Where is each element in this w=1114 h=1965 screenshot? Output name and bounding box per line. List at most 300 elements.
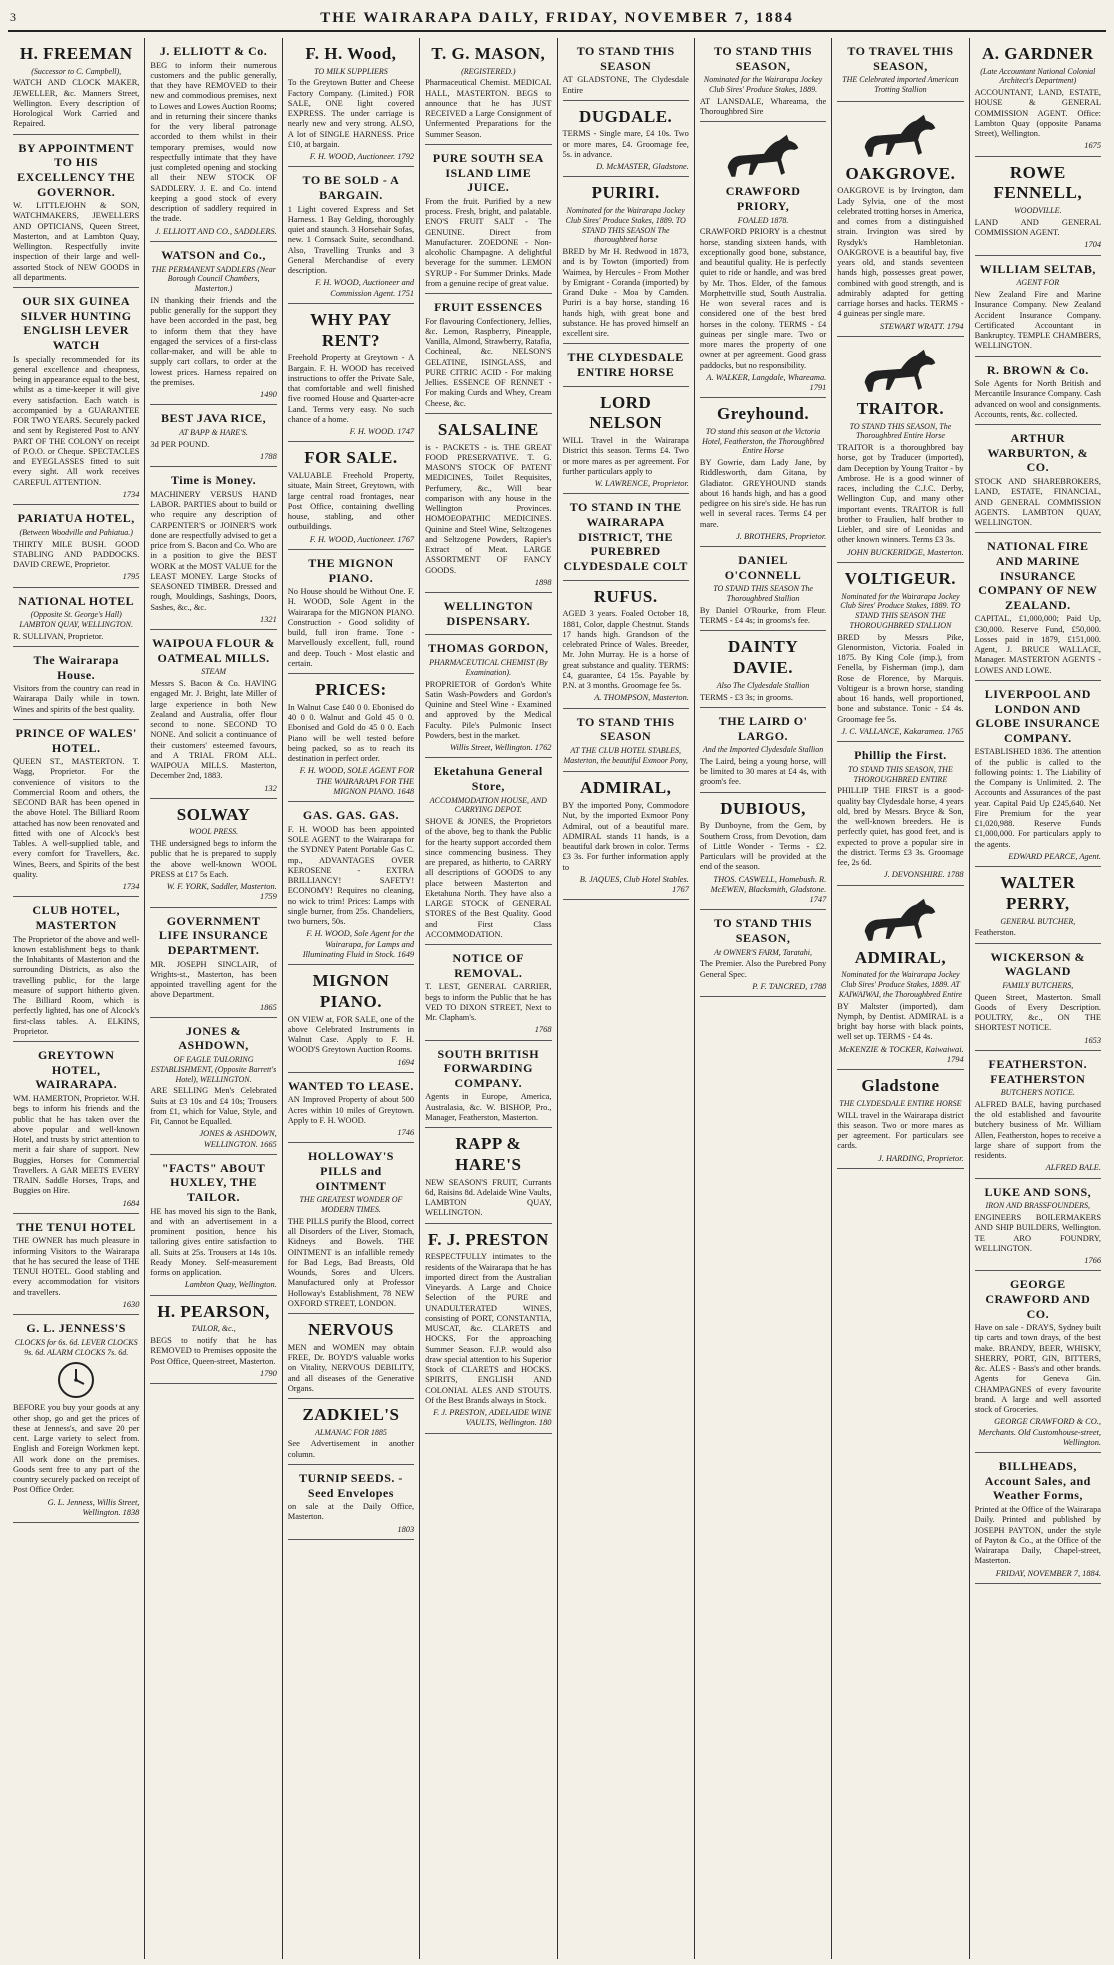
ad-heading: SALSALINE — [437, 419, 539, 439]
ad-heading: Greyhound. — [717, 404, 810, 424]
ad-body: WILL travel in the Wairarapa district this season. Two or more mares as per agreement. For particulars see cards. — [837, 1110, 964, 1151]
ad-signature: A. WALKER, Langdale, Whareama. 1791 — [706, 372, 827, 392]
ad-body: AN Improved Property of about 500 Acres within 10 miles of Greytown. Apply to F. H. WOOD. — [287, 1095, 415, 1125]
ad-body: T. LEST, GENERAL CARRIER, begs to inform the Public that he has VED TO DIXON STREET, Next to Mr. Clapham's. — [425, 982, 552, 1023]
ad-body: TRAITOR is a thoroughbred bay horse, got by Traducer (imported), dam Deception by Young Traitor - by Ambrose. He is a good winner of races, including the C.J.C. Derby, Wellington Cup, and many other important events. TRAITOR is full brother to Fraulien, half brother to Liebler, and sire of Leonidas and other known winners. Terms £3 3s. — [837, 443, 964, 545]
advertisement — [975, 1455, 1101, 1584]
ad-subheading: PHARMACEUTICAL CHEMIST (By Examination). — [429, 658, 548, 677]
ad-subheading: Nominated for the Wairarapa Jockey Club Sires' Produce Stakes, 1889. TO STAND THIS SEASON THE THOROUGHBRED STALLION — [840, 591, 961, 630]
ad-signature: J. ELLIOTT AND CO., SADDLERS. — [155, 226, 277, 236]
ad-heading: TURNIP SEEDS. - Seed Envelopes — [299, 1470, 403, 1500]
ad-body: LAND AND GENERAL COMMISSION AGENT. — [974, 217, 1101, 238]
advertisement — [288, 1467, 414, 1540]
ad-body: By Daniel O'Rourke, from Fleur. TERMS - £4 4s; in grooms's fee. — [699, 605, 827, 626]
advertisement — [975, 946, 1101, 1051]
ad-heading: BILLHEADS, Account Sales, and Weather Forms, — [984, 1459, 1091, 1503]
advertisement — [563, 496, 689, 580]
newspaper-columns — [8, 38, 1106, 1959]
ad-signature: B. JAQUES, Club Hotel Stables. 1767 — [579, 874, 689, 895]
ad-signature: 1746 — [397, 1128, 415, 1138]
ad-body: The Laird, being a young horse, will be limited to 30 mares at £4 4s, with groom's fee. — [699, 756, 827, 787]
ad-subheading: OF EAGLE TAILORING ESTABLISHMENT, (Opposite Barrett's Hotel), WELLINGTON. — [150, 1055, 277, 1084]
ad-body: BEG to inform their numerous customers and the public generally, that they have REMOVED to their new and commodious premises, next to Lowes and Lowes Auction Rooms; and in returning their sincere thanks for the very liberal patronage accorded to them whilst in their temporary premises, would now respectfully intimate that they have just completed opening and stocking all their NEW STOCK OF SADDLERY. J. E. and Co. intend keeping a good stock of every description of saddlery required in the trade. — [150, 60, 277, 224]
ad-subheading: STEAM — [201, 667, 226, 677]
ad-body: Freehold Property at Greytown - A Bargain. F. H. WOOD has received instructions to offer the Private Sale, that comfortable and well finished five roomed House and Quarter-acre Land. Terms very easy. No such chance of a home. — [287, 353, 415, 424]
advertisement — [563, 40, 689, 101]
ad-heading: NATIONAL FIRE AND MARINE INSURANCE COMPANY OF NEW ZEALAND. — [978, 539, 1098, 612]
ad-subheading: At OWNER'S FARM, Taratahi, — [714, 947, 813, 957]
advertisement — [13, 507, 139, 587]
ad-heading: LUKE AND SONS, — [984, 1184, 1092, 1199]
ad-body: SHOVE & JONES, the Proprietors of the above, beg to thank the Public for the hearty support accorded them since commencing business. They are prepared, as hitherto, to CARRY all descriptions of GOODS to any place between Masterton and Eketahuna North. They have also a LARGE STOCK of GENERAL STORES of the Best Quality. Good and First Class ACCOMMODATION. — [425, 817, 552, 939]
ad-subheading: And the Imported Clydesdale Stallion — [702, 745, 824, 755]
ad-body: RESPECTFULLY intimates to the residents of the Wairarapa that he has imported direct from the Australian Vineyards. A Large and Choice Selection of the PURE and UNADULTERATED WINES, consisting of PORT, CONSTANTIA, MUSCAT, &c. CLARETS and HOCKS, For the approaching Summer Season. F.J.P. would also draw special attention to his Superior Stock of CLARETS and HOCKS. SPIRITS, ENGLISH AND COLONIAL ALES AND STOUTS. Of the Best Brands always in Stock. — [425, 1252, 552, 1405]
ad-signature: J. HARDING, Proprietor. — [878, 1153, 964, 1163]
ad-signature: 1795 — [122, 572, 140, 582]
ad-heading: ADMIRAL, — [580, 778, 672, 798]
ad-heading: TRAITOR. — [856, 398, 945, 418]
ad-body: HE has moved his sign to the Bank, and with an advertisement in a prominent position, hence his tailoring gives entire satisfaction to all. Suits at 25s. Trousers at 14s 10s. Ready Money. Self-measurement forms on application. — [150, 1206, 277, 1278]
ad-signature: W. F. YORK, Saddler, Masterton. 1759 — [166, 882, 277, 902]
ad-heading: NATIONAL HOTEL — [18, 593, 135, 608]
ad-heading: DANIEL O'CONNELL — [724, 553, 802, 582]
advertisement — [288, 676, 414, 802]
ad-subheading: AT THE CLUB HOTEL STABLES, Masterton, the beautiful Exmoor Pony, — [563, 745, 688, 765]
ad-body: Printed at the Office of the Wairarapa Daily. Printed and published by JOSEPH PAYTON, under the style of Payton & Co., at the Office of the Wairarapa Daily, Chapel-street, Masterton. — [974, 1505, 1101, 1566]
ad-subheading: ALMANAC FOR 1885 — [314, 1427, 387, 1437]
ad-signature: J. C. VALLANCE, Kakaramea. 1765 — [841, 726, 964, 736]
ad-heading: WATSON and Co., — [161, 247, 266, 262]
ad-body: To the Greytown Butter and Cheese Factory Company. (Limited.) FOR SALE, ONE light covered EXPRESS. The under carriage is nearly new and very strong. ALSO, A lot of SINGLE HARNESS. Price £10, at bargain. — [287, 78, 415, 149]
advertisement — [288, 1145, 414, 1314]
ad-body: WATCH AND CLOCK MAKER, JEWELLER, &c. Manners Street, Wellington. Every description of Horological Work Carried and Repaired. — [13, 78, 140, 129]
ad-heading: DUGDALE. — [579, 106, 673, 126]
ad-body: F. H. WOOD has been appointed SOLE AGENT to the Wairarapa for the SYDNEY Patent Portable Gas C. mp., ADVANTAGES OVER KEROSENE - EXTRA BRILLIANCY! SAFETY! ECONOMY! Requires no cleaning, no wick to trim! Prices: Lamps with single burner, from 25s. Chandeliers, two burners, 50s. — [287, 824, 415, 927]
advertisement — [563, 583, 689, 709]
advertisement — [425, 1226, 551, 1434]
advertisement — [150, 407, 276, 467]
ad-heading: TO TRAVEL THIS SEASON, — [847, 44, 954, 73]
advertisement — [13, 649, 139, 720]
advertisement — [13, 722, 139, 898]
ad-heading: FOR SALE. — [304, 448, 398, 468]
horse-icon — [857, 344, 943, 396]
ad-signature: 1766 — [1084, 1256, 1101, 1266]
ad-heading: Gladstone — [861, 1076, 940, 1096]
advertisement — [150, 40, 276, 242]
ad-body: OAKGROVE is by Irvington, dam Lady Sylvia, one of the most celebrated trotting horses in America, and comes from a distinguished strain. Irvington was sired by Rysdyk's Hambletonian. OAKGROVE is a beautiful bay, five years old, and stands seventeen hands high, possesses great power, combined with good strength, and is admirably adapted for getting carriage horses and hacks. TERMS - 4 guineas per single mare. — [837, 186, 964, 319]
advertisement — [837, 104, 963, 337]
ad-body: on sale at the Daily Office, Masterton. — [287, 1502, 415, 1522]
advertisement — [975, 159, 1101, 256]
ad-subheading: (Successor to C. Campbell), — [31, 66, 122, 76]
advertisement — [425, 947, 551, 1041]
advertisement — [288, 444, 414, 549]
ad-subheading: (Opposite St. George's Hall) LAMBTON QUAY, WELLINGTON. — [19, 610, 134, 629]
ad-body: BY Gowrie, dam Lady Jane, by Riddlesworth, dam Gitana, by Gladiator. GREYHOUND stands about 16 hands high, and has a good pedigree on his sire's side. He has run well in several races. Terms £4 per mare. — [699, 458, 827, 529]
horse-icon — [857, 893, 943, 945]
advertisement — [13, 40, 139, 135]
ad-heading: H. FREEMAN — [19, 44, 133, 63]
ad-body: THIRTY MILE BUSH. GOOD STABLING AND PADDOCKS. DAVID CREWE, Proprietor. — [13, 539, 140, 570]
ad-heading: ZADKIEL'S — [302, 1405, 400, 1424]
advertisement — [837, 1072, 963, 1169]
ad-signature: 1630 — [122, 1299, 140, 1309]
advertisement — [150, 910, 276, 1018]
ad-body: BY the imported Pony, Commodore Nut, by the imported Exmoor Pony Admiral, out of a beautiful mare. ADMIRAL stands 11 hands, is a beautiful dark brown in color. Terms £3 3s. For further information apply to — [562, 801, 689, 872]
advertisement — [700, 40, 826, 122]
ad-body: MACHINERY VERSUS HAND LABOR. PARTIES about to build or who require any description of CARPENTER'S or JOINER'S work done are respectfully advised to get a price from S. Bacon and Co. Who are in a position to give the BEST WORK at the MOST VALUE for the LEAST MONEY. Large Stocks of SEASONED TIMBER. Dressed and rough, Mouldings, Sashings, Doors, Sashes, &c., &c. — [150, 489, 277, 612]
advertisement — [150, 632, 276, 799]
ad-heading: RAPP & HARE'S — [455, 1134, 522, 1174]
advertisement — [13, 1044, 139, 1214]
ad-body: R. SULLIVAN, Proprietor. — [13, 631, 104, 641]
ad-heading: A. GARDNER — [981, 44, 1094, 63]
advertisement — [13, 137, 139, 289]
ad-signature: A. THOMPSON, Masterton. — [594, 693, 689, 703]
ad-body: VALUABLE Freehold Property, situate, Main Street, Greytown, with large central road frontages, near Post Office, containing dwelling house, stabling, and other outbuildings. — [287, 471, 415, 532]
ad-heading: GOVERNMENT LIFE INSURANCE DEPARTMENT. — [158, 913, 269, 957]
ad-signature: 1768 — [534, 1025, 552, 1035]
advertisement — [700, 549, 826, 631]
advertisement — [288, 1075, 414, 1144]
ad-subheading: THE CLYDESDALE ENTIRE HORSE — [839, 1098, 962, 1108]
column-1 — [8, 38, 145, 1959]
ad-body: New Zealand Fire and Marine Insurance Company. New Zealand Accident Insurance Company. Certificated Accountant in Bankruptcy. TEMPLE CHAMBERS, WELLINGTON. — [974, 290, 1101, 351]
ad-body: Queen Street, Masterton. Small Goods of Every Description. POULTRY, &c., ON THE SHORTEST NOTICE. — [974, 992, 1101, 1033]
ad-heading: TO STAND IN THE WAIRARAPA DISTRICT, THE PUREBRED CLYDESDALE COLT — [563, 500, 688, 573]
ad-signature: 1803 — [397, 1524, 415, 1534]
ad-body: See Advertisement in another column. — [287, 1439, 415, 1459]
ad-subheading: Nominated for the Wairarapa Jockey Club Sires' Produce Stakes, 1889. — [703, 75, 823, 94]
ad-signature: FRIDAY, NOVEMBER 7, 1884. — [995, 1568, 1101, 1578]
ad-heading: DUBIOUS, — [720, 798, 806, 818]
ad-signature: F. H. WOOD, Auctioneer and Commission Agent. 1751 — [315, 278, 415, 298]
advertisement — [150, 801, 276, 908]
ad-heading: JONES & ASHDOWN, — [178, 1023, 249, 1053]
ad-heading: F. H. Wood, — [305, 44, 397, 63]
ad-subheading: AGENT FOR — [1016, 278, 1060, 288]
ad-heading: NOTICE OF REMOVAL. — [452, 951, 525, 980]
ad-body: AT LANSDALE, Whareama, the Thoroughbred Sire — [699, 96, 827, 116]
advertisement — [425, 1043, 551, 1129]
ad-body: QUEEN ST., MASTERTON. T. Wagg, Proprietor. For the convenience of visitors to the Commercial Room and others, the SECOND BAR has been opened in the above Hotel. The Billiard Room attached has now been renovated and fitted with one of Alcock's best Tables. A well-supplied table, and every comfort for Travellers, &c. Wines, Beers, and Spirits of the best quality. — [13, 757, 140, 879]
ad-subheading: TAILOR, &c., — [191, 1324, 236, 1334]
ad-heading: WILLIAM SELTAB, — [979, 261, 1096, 276]
ad-heading: WICKERSON & WAGLAND — [990, 949, 1086, 979]
ad-body: ESTABLISHED 1836. The attention of the public is called to the following points: 1. The Liability of the Company is Unlimited. 2. The Accounts and Assurances of the past year. Capital Paid Up £245,640. Net Fire Premium for the year £1,020,988. Reserve Funds £1,000,000. For particulars apply to the agents. — [974, 747, 1101, 849]
ad-body: MEN and WOMEN may obtain FREE, Dr. BOYD'S valuable works on Vitality, NERVOUS DEBILITY, and all diseases of the Generative Organs. — [287, 1342, 415, 1393]
advertisement — [425, 595, 551, 635]
advertisement — [288, 552, 414, 674]
advertisement — [425, 40, 551, 145]
ad-heading: LIVERPOOL AND LONDON AND GLOBE INSURANCE COMPANY. — [975, 686, 1101, 745]
ad-subheading: GENERAL BUTCHER, — [1000, 916, 1076, 926]
advertisement — [975, 683, 1101, 867]
ad-subheading: TO STAND THIS SEASON, THE THOROUGHBRED ENTIRE — [848, 764, 953, 784]
ad-body: The Proprietor of the above and well-known establishment begs to thank the Inhabitants of Masterton and the surrounding Districts, as also the travelling public, for the large measure of support hitherto given. The Billiard Room, which is perfectly lighted, has one of Alcock's first-class tables. A. ELKINS, Proprietor. — [13, 934, 140, 1036]
ad-heading: GEORGE CRAWFORD AND CO. — [985, 1277, 1091, 1321]
ad-body: AT GLADSTONE, The Clydesdale Entire — [562, 75, 689, 95]
column-5 — [558, 38, 695, 1959]
ad-heading: THE MIGNON PIANO. — [308, 555, 394, 585]
ad-subheading: Nominated for the Wairarapa Jockey Club Sires' Produce Stakes, 1889. AT KAIWAIWAI, the Thoroughbred Entire — [838, 970, 963, 999]
clock-icon — [56, 1360, 96, 1400]
advertisement — [975, 258, 1101, 357]
ad-body: BRED by Messrs Pike, Glenormiston, Victoria. Foaled in 1875. By King Cole (imp.), from Fenella, by Fisherman (imp.), dam Rose de Florence, by Marquis. Voltigeur is a brown horse, standing about 16 hands, well proportioned, bone and substance. Tonic - £4 4s. Groomage fee 5s. — [837, 632, 964, 724]
ad-signature: 1734 — [122, 882, 140, 892]
ad-heading: THE LAIRD O' LARGO. — [718, 713, 808, 743]
ad-heading: TO STAND THIS SEASON — [576, 44, 675, 73]
ad-body: Visitors from the country can read in Wairarapa Daily while in town. Wines and spirits of the best quality. — [13, 684, 140, 714]
ad-signature: F. J. PRESTON, ADELAIDE WINE VAULTS, Wellington. 180 — [433, 1408, 552, 1428]
advertisement — [700, 710, 826, 793]
advertisement — [975, 1273, 1101, 1453]
ad-subheading: BUTCHER'S NOTICE. — [1000, 1088, 1075, 1098]
ad-heading: HOLLOWAY'S PILLS and OINTMENT — [307, 1149, 394, 1193]
ad-body: is - PACKETS - is. THE GREAT FOOD PRESERVATIVE. T. G. MASON'S STOCK OF PATENT MEDICINES, Toilet Requisites, Perfumery, &c., Will bear comparison with any house in the Wellington Provinces. HOMOEOPATHIC MEDICINES. Quinine and Steel Wine, Seltzogenes and Seltzogene Powders, Rapier's Extract of Meat. LARGE ASSORTMENT OF FANCY GOODS. — [425, 442, 552, 575]
ad-body: ALFRED BALE, having purchased the old established and favourite butchery business of Mr. William Allen, Featherston, hopes to receive a large share of support from the residents. — [974, 1099, 1101, 1161]
advertisement — [288, 40, 414, 167]
ad-subheading: (Between Woodville and Pahiatua.) — [19, 527, 133, 537]
ad-body: STOCK AND SHAREBROKERS, LAND, ESTATE, FINANCIAL, AND GENERAL COMMISSION AGENTS. LAMBTON QUAY, WELLINGTON. — [974, 477, 1101, 528]
ad-subheading: THE PERMANENT SADDLERS (Near Borough Council Chambers, Masterton.) — [151, 264, 276, 293]
masthead — [8, 6, 1106, 32]
ad-heading: DAINTY DAVIE. — [728, 637, 799, 678]
advertisement — [975, 427, 1101, 533]
ad-body: In Walnut Case £40 0 0. Ebonised do 40 0 0. Walnut and Gold 45 0 0. Ebonised and Gold do 45 0 0. Each Piano will be well tested before being packed, so as to reach its destination in perfect order. — [287, 702, 415, 764]
column-6 — [695, 38, 832, 1959]
ad-signature: ALFRED BALE. — [1045, 1163, 1101, 1173]
ad-body: W. LITTLEJOHN & SON, WATCHMAKERS, JEWELLERS AND OPTICIANS, Queen Street, Masterton, and at Lambton Quay, Wellington. Respectfully invite inspection of their large and well-assorted Stock of NEW GOODS in all departments. — [13, 201, 140, 282]
advertisement — [563, 346, 689, 386]
advertisement — [425, 760, 551, 945]
ad-heading: VOLTIGEUR. — [844, 568, 957, 588]
ad-body: TERMS - Single mare, £4 10s. Two or more mares, £4. Groomage fee, 5s. in advance. — [562, 129, 689, 159]
ad-heading: GAS. GAS. GAS. — [302, 808, 399, 823]
ad-signature: STEWART WRATT. 1794 — [879, 321, 964, 331]
advertisement — [425, 416, 551, 593]
ad-subheading: TO STAND THIS SEASON The Thoroughbred Stallion — [713, 584, 813, 604]
ad-heading: Time is Money. — [171, 473, 257, 488]
ad-heading: CRAWFORD PRIORY, — [725, 184, 801, 213]
ad-signature: McKENZIE & TOCKER, Kaiwaiwai. 1794 — [838, 1044, 964, 1064]
ad-subheading: WOODVILLE. — [1014, 206, 1062, 216]
ad-signature: 1790 — [260, 1368, 277, 1378]
ad-body: BEGS to notify that he has REMOVED to Premises opposite the Post Office, Queen-street, Masterton. — [150, 1336, 277, 1366]
ad-body: THE undersigned begs to inform the public that he is prepared to supply the above well-known WOOL PRESS at £17 5s Each. — [150, 839, 277, 879]
ad-signature: G. L. Jenness, Willis Street, Wellington. 1838 — [47, 1497, 140, 1517]
ad-heading: GREYTOWN HOTEL, WAIRARAPA. — [35, 1048, 118, 1092]
advertisement — [837, 744, 963, 885]
advertisement — [837, 888, 963, 1070]
ad-body: PROPRIETOR of Gordon's White Satin Wash-Powders and Gordon's Quinine and Steel Wine - Examined and approved by the Medical Faculty. Pile's Pulmonic Insect Powders, best in the market. — [425, 679, 552, 740]
advertisement — [837, 339, 963, 563]
ad-heading: FEATHERSTON. FEATHERSTON — [988, 1056, 1088, 1086]
ad-heading: TO STAND THIS SEASON, — [714, 44, 812, 73]
advertisement — [700, 795, 826, 911]
ad-body: NEW SEASON'S FRUIT, Currants 6d, Raisins 8d. Adelaide Wine Vaults, LAMBTON QUAY, WELLINGTON. — [425, 1177, 552, 1218]
ad-signature: 132 — [264, 783, 277, 793]
ad-signature: F. H. WOOD, Auctioneer. 1792 — [309, 152, 415, 162]
ad-signature: 1704 — [1084, 240, 1101, 250]
advertisement — [288, 1316, 414, 1399]
ad-body: ARE SELLING Men's Celebrated Suits at £3 10s and £4 10s; Trousers from £1, which for Value, Style, and Fit, Cannot be Equalled. — [150, 1086, 277, 1127]
ad-signature: 1675 — [1084, 141, 1101, 151]
ad-signature: F. H. WOOD. 1747 — [349, 427, 415, 437]
ad-signature: 1684 — [122, 1198, 140, 1208]
advertisement — [563, 103, 689, 178]
ad-body: ON VIEW at, FOR SALE, one of the above Celebrated Instruments in Walnut Case. Apply to F. H. WOOD'S Greytown Auction Rooms. — [287, 1014, 415, 1055]
advertisement — [150, 1298, 276, 1384]
ad-heading: MIGNON PIANO. — [312, 971, 390, 1011]
ad-signature: J. DEVONSHIRE. 1788 — [883, 870, 964, 880]
ad-subheading: THE Celebrated imported American Trotting Stallion — [842, 75, 959, 94]
ad-heading: BEST JAVA RICE, — [160, 411, 267, 426]
advertisement — [975, 1181, 1101, 1272]
ad-signature: 1865 — [260, 1002, 277, 1012]
ad-heading: THE TENUI HOTEL — [16, 1219, 136, 1234]
advertisement — [837, 565, 963, 742]
ad-signature: 1490 — [260, 390, 277, 399]
ad-subheading: TO MILK SUPPLIERS — [314, 66, 388, 76]
ad-heading: FRUIT ESSENCES — [434, 300, 543, 315]
ad-body: CRAWFORD PRIORY is a chestnut horse, standing sixteen hands, with exceptionally good bone, substance, and beautiful quality. He is perfectly quiet to ride or handle, and was bred by Mr. Thos. Elder, of the famous Morphettville stud, South Australia. He won several races and is considered one of the best bred horses in the colony. TERMS - £4 guineas per single mare. Two or more mares the property of one owner at per agreement. Good grass paddocks, but no responsibility. — [699, 227, 827, 370]
advertisement — [700, 912, 826, 997]
ad-heading: Phillip the First. — [854, 748, 947, 763]
ad-heading: WELLINGTON DISPENSARY. — [443, 599, 534, 628]
advertisement — [150, 244, 276, 405]
ad-signature: D. McMASTER, Gladstone. — [596, 162, 689, 172]
advertisement — [975, 535, 1101, 681]
ad-heading: F. J. PRESTON — [427, 1229, 549, 1249]
ad-signature: F. H. WOOD, SOLE AGENT FOR THE WAIRARAPA FOR THE MIGNON PIANO. 1648 — [299, 766, 415, 796]
ad-body: CAPITAL, £1,000,000; Paid Up, £30,000. Reserve Fund, £50,000. Losses paid in 1879, £151,000. Agent, J. BRUCE WALLACE, Manager. MASTERTON AGENTS - LOWES AND LOWE. — [974, 614, 1101, 675]
advertisement — [150, 1020, 276, 1155]
ad-heading: OUR SIX GUINEA SILVER HUNTING ENGLISH LEVER WATCH — [20, 294, 132, 353]
ad-heading: ADMIRAL, — [854, 947, 947, 967]
ad-signature: JONES & ASHDOWN, WELLINGTON. 1665 — [199, 1129, 277, 1149]
ad-subheading: AT BAPP & HARE'S. — [179, 427, 248, 437]
advertisement — [13, 290, 139, 505]
ad-body: WM. HAMERTON, Proprietor. W.H. begs to inform his friends and the public that he has taken over the above popular and well-known Hotel, and trusts by strict attention to merit a fair share of support. New Buggies, Horses for Commercial Travellers. A GAR MEETS EVERY TRAIN. Saddle Horses, Traps, and Buggies on Hire. — [13, 1094, 140, 1196]
ad-signature: F. H. WOOD, Auctioneer. 1767 — [309, 534, 415, 544]
ad-subheading: CLOCKS for 6s. 6d. LEVER CLOCKS 9s. 6d. ALARM CLOCKS 7s. 6d. — [14, 1337, 138, 1357]
ad-heading: WHY PAY RENT? — [310, 309, 392, 350]
advertisement — [563, 179, 689, 344]
advertisement — [837, 40, 963, 102]
ad-body: No House should be Without One. F. H. WOOD, Sole Agent in the Wairarapa for the MIGNON PIANO. Construction - Good solidity of build, full iron frame. Tone - Marvellously excellent, full, round and deep. Touch - Most elastic and certain. — [287, 587, 415, 668]
ad-signature: EDWARD PEARCE, Agent. — [1008, 851, 1101, 861]
advertisement — [13, 899, 139, 1042]
ad-signature: Willis Street, Wellington. 1762 — [449, 743, 552, 753]
ad-heading: SOUTH BRITISH FORWARDING COMPANY. — [437, 1046, 540, 1090]
ad-body: ACCOUNTANT, LAND, ESTATE, HOUSE & GENERAL COMMISSION AGENT. Office: Lambton Quay (opposite Panama Street), Wellington. — [974, 88, 1101, 139]
ad-heading: J. ELLIOTT & Co. — [159, 44, 268, 58]
ad-subheading: TO stand this season at the Victoria Hotel, Featherston, the Thoroughbred Entire Horse — [702, 426, 824, 456]
ad-heading: TO STAND THIS SEASON, — [714, 916, 812, 946]
ad-signature: P. F. TANCRED, 1788 — [752, 981, 827, 991]
ad-body: Featherston. — [974, 928, 1016, 938]
ad-body: The Premier. Also the Purebred Pony General Spec. — [699, 959, 827, 979]
ad-body: Messrs S. Bacon & Co. HAVING engaged Mr. J. Bright, late Miller of large experience in both New Zealand and Australia, offer flour second to none. SECOND TO NONE. And solicit a continuance of their customers' esteemed favours, and A TRIAL FROM ALL. WAIPOUA MILLS. Masterton, December 2nd, 1883. — [150, 679, 277, 781]
column-8 — [970, 38, 1106, 1959]
ad-body: Agents in Europe, America, Australasia, &c. W. BISHOP, Pro., Manager, Featherston, Masterton. — [425, 1092, 552, 1122]
page-number: 3 — [10, 10, 18, 24]
ad-signature: 1694 — [397, 1057, 415, 1067]
advertisement — [150, 1157, 276, 1296]
advertisement — [288, 306, 414, 442]
ad-body: 1 Light covered Express and Set Harness. 1 Bay Gelding, thoroughly quiet and staunch. 3 Horsehair Sofas, new. 1 Cornsack Suite, secondhand. Also, Travelling Trunks and 3 General Merchandise of every description. — [287, 204, 415, 276]
advertisement — [13, 1317, 139, 1523]
ad-heading: SOLWAY — [176, 804, 251, 824]
ad-heading: PURE SOUTH SEA ISLAND LIME JUICE. — [432, 150, 544, 195]
ad-heading: CLUB HOTEL, MASTERTON — [32, 903, 120, 933]
advertisement — [288, 1401, 414, 1465]
advertisement — [288, 169, 414, 304]
ad-body: PHILLIP THE FIRST is a good-quality bay Clydesdale horse, 4 years old, bred by Messrs. Bryce & Son, the well-known breeders. He is perfectly quiet, has good feet, and is expected to prove a popular sire in the district. Terms £3 3s. Groomage fee, 2s 6d. — [837, 786, 964, 868]
ad-heading: PURIRI. — [591, 183, 660, 203]
ad-body: Is specially recommended for its general excellence and cheapness, being in appearance equal to the best, whilst as a time-keeper it will give every satisfaction. Each watch is accompanied by a GUARANTEE FOR TWO YEARS. Securely packed and sent by Registered Post to ANY PART OF THE COLONY on receipt of P.O.O. or Cheque. SPECTACLES and EYEGLASSES fitted to suit every sight. All work receives CAREFUL ATTENTION. — [13, 354, 140, 487]
ad-heading: ARTHUR WARBURTON, & CO. — [987, 431, 1089, 475]
ad-body: By Dunboyne, from the Gem, by Southern Cross, from Devotion, dam of Little Wonder - Terms - £2. Particulars will be provided at the end of the season. — [699, 821, 827, 872]
ad-body: BRED by Mr H. Redwood in 1873, and is by Towton (imported) from Waimea, by Hercules - From Mother by Emigrant - Coranda (imported) by Grand Duke - Moa by Camden. Puriri is a bay horse, standing 16 hands high, with great bone and substance. He has proved himself an excellent sire. — [562, 247, 689, 339]
ad-heading: Eketahuna General Store, — [433, 764, 543, 793]
horse-icon — [720, 129, 806, 181]
ad-body: THE PILLS purify the Blood, correct all Disorders of the Liver, Stomach, Kidneys and Bowels. THE OINTMENT is an infallible remedy for Bad Legs, Bad Breasts, Old Wounds, Sores and Ulcers. Manufactured only at Professor Holloway's Establishment, 78 NEW OXFORD STREET, LONDON. — [287, 1216, 415, 1308]
ad-body: 3d PER POUND. — [150, 439, 210, 449]
ad-heading: The Wairarapa House. — [33, 652, 119, 682]
ad-heading: THE CLYDESDALE ENTIRE HORSE — [567, 350, 684, 380]
ad-signature: 1788 — [260, 451, 277, 461]
ad-heading: NERVOUS — [308, 1320, 394, 1340]
ad-heading: PARIATUA HOTEL, — [17, 511, 135, 526]
advertisement — [425, 296, 551, 414]
ad-heading: PRICES: — [315, 680, 387, 700]
ad-heading: THOMAS GORDON, — [428, 641, 549, 656]
ad-heading: TO BE SOLD - A BARGAIN. — [302, 173, 400, 203]
ad-body: AGED 3 years. Foaled October 18, 1881, Color, dapple Chestnut. Stands 17 hands high. Grandson of the celebrated Prince of Wales. Breeder, Mr. John Murray. He is a horse of great substance and quality. TERMS: £4, guarantee, £4 15s. Payable by P.N. at 3 months. Groomage fee 5s. — [562, 609, 689, 691]
ad-heading: TO STAND THIS SEASON — [576, 714, 675, 744]
ad-body: Have on sale - DRAYS, Sydney built tip carts and town drays, of the best make. BRANDY, BEER, WHISKY, SHERRY, PORT, GIN, BITTERS, &c. ALES - Bass's and other brands. Agents for Geneva Gin. CHAMPAGNES of every favourite brand. A large and well assorted stock of Groceries. — [974, 1323, 1101, 1415]
advertisement — [700, 124, 826, 398]
ad-subheading: (REGISTERED.) — [461, 66, 516, 76]
advertisement — [563, 389, 689, 495]
ad-signature: F. H. WOOD, Sole Agent for the Wairarapa, for Lamps and Illuminating Fluid in Stock. 1649 — [302, 929, 415, 959]
ad-body: ENGINEERS BOILERMAKERS AND SHIP BUILDERS, Wellington. TE ARO FOUNDRY, WELLINGTON. — [974, 1213, 1101, 1253]
advertisement — [975, 869, 1101, 943]
ad-body: From the fruit. Purified by a new process. Fresh, bright, and palatable. ENO'S FRUIT SALT - The GENUINE. Direct from Manufacturer. ZOEDONE - Non-alcoholic Champagne. A delightful beverage for the summer. LEMON SYRUP - For Summer Drinks. Made from a genuine recipe of great value. — [425, 196, 552, 288]
ad-signature: JOHN BUCKERIDGE, Masterton. — [846, 547, 964, 557]
advertisement — [563, 711, 689, 773]
ad-body: THE OWNER has much pleasure in informing Visitors to the Wairarapa that he has secured the lease of THE TENUI HOTEL. Good stabling and every accommodation for visitors and travellers. — [13, 1236, 140, 1297]
ad-heading: G. L. JENNESS'S — [26, 1321, 126, 1336]
advertisement — [563, 774, 689, 900]
ad-heading: T. G. MASON, — [431, 44, 546, 63]
ad-subheading: ACCOMMODATION HOUSE, AND CARRYING DEPOT. — [429, 795, 547, 815]
ad-signature: 1734 — [122, 489, 140, 499]
ad-heading: ROWE FENNELL, — [993, 162, 1083, 203]
advertisement — [425, 147, 551, 294]
ad-subheading: FAMILY BUTCHERS, — [1002, 980, 1074, 990]
advertisement — [425, 637, 551, 758]
ad-heading: PRINCE OF WALES' HOTEL. — [15, 725, 137, 755]
ad-body: BY Maltster (imported), dam Nymph, by Dentist. ADMIRAL is a bright bay horse with black points, well set up. TERMS - £4 4s. — [837, 1001, 964, 1042]
ad-body: Pharmaceutical Chemist. MEDICAL HALL, MASTERTON. BEGS to announce that he has JUST RECEIVED a Large Consignment of Unfermented Preparations for the Summer Season. — [425, 78, 552, 139]
ad-body: BEFORE you buy your goods at any other shop, go and get the prices of these at Jenness's, and save 20 per cent. Large variety to select from. English and Foreign Workmen kept. All work done on the premises. Goods sent free to any part of the country securely packed on receipt of Post Office Order. — [13, 1403, 140, 1495]
advertisement — [975, 40, 1101, 157]
advertisement — [13, 1216, 139, 1315]
